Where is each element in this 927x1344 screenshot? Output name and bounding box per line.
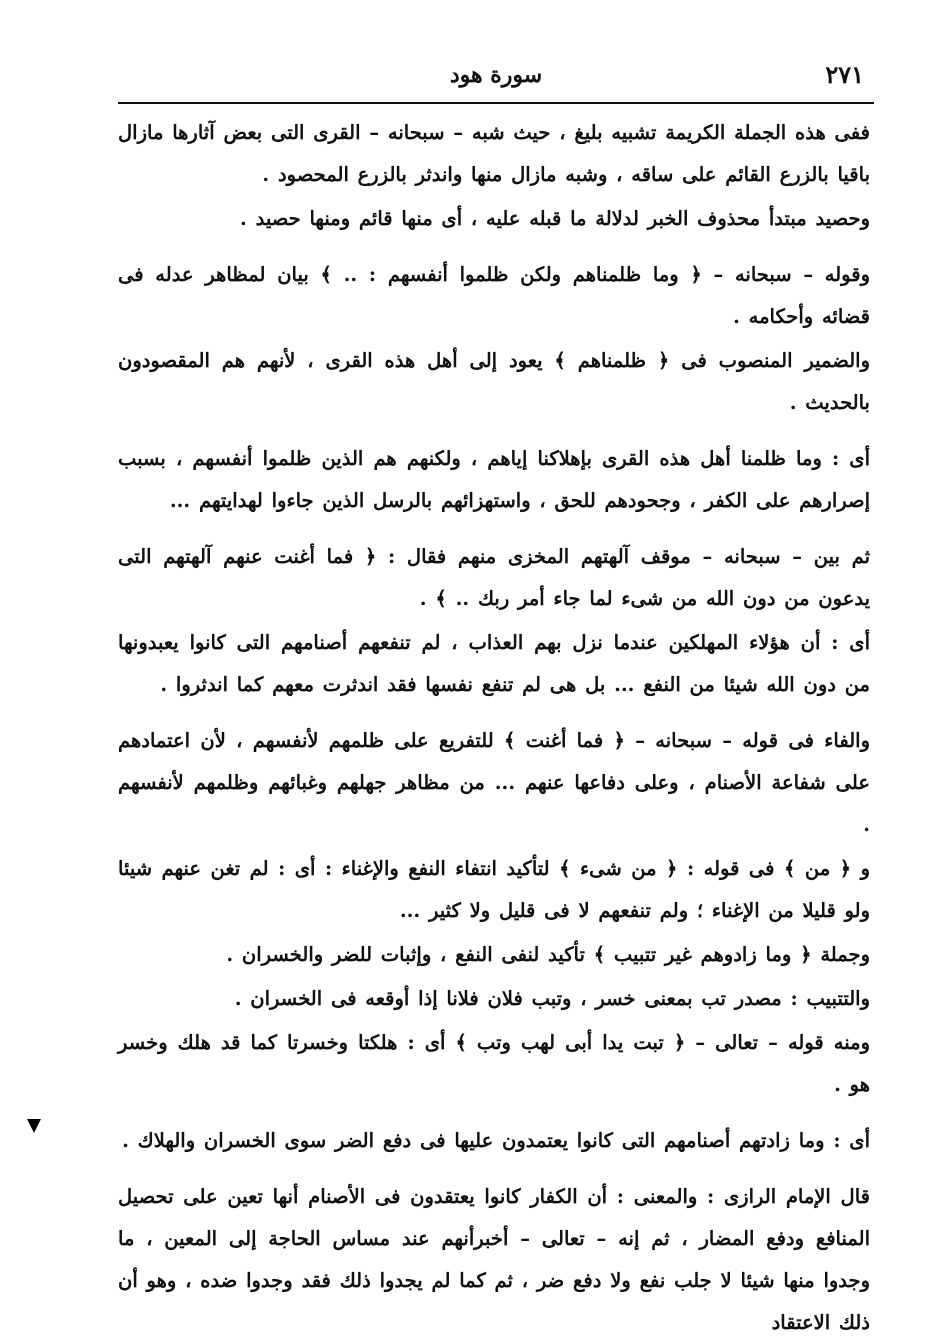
paragraph-9: و ﴿ من ﴾ فى قوله : ﴿ من شىء ﴾ لتأكيد انتفاء النفع والإغناء : أى : لم تغن عنهم شيئا ولو قليلا من الإغناء ؛ ولم تنفعهم لا فى قليل ولا كثير ... bbox=[118, 857, 870, 922]
paragraph-3: وقوله – سبحانه – ﴿ وما ظلمناهم ولكن ظلموا أنفسهم : .. ﴾ بيان لمظاهر عدله فى قضائه وأحكامه . bbox=[118, 263, 870, 328]
paragraph-13: أى : وما زادتهم أصنامهم التى كانوا يعتمدون عليها فى دفع الضر سوى الخسران والهلاك . bbox=[122, 1129, 870, 1152]
page-number: ٢٧١ bbox=[825, 60, 864, 89]
page-body bbox=[118, 104, 870, 1344]
surah-title: سورة هود bbox=[449, 62, 543, 88]
paragraph-2: وحصيد مبتدأ محذوف الخبر لدلالة ما قبله عليه ، أى منها قائم ومنها حصيد . bbox=[240, 207, 870, 230]
book-page bbox=[118, 56, 870, 1334]
paragraph-5: أى : وما ظلمنا أهل هذه القرى بإهلاكنا إياهم ، ولكنهم هم الذين ظلموا أنفسهم ، بسبب إصرارهم على الكفر ، وجحودهم للحق ، واستهزائهم بالرسل الذين جاءوا لهدايتهم ... bbox=[118, 447, 870, 512]
paragraph-4: والضمير المنصوب فى ﴿ ظلمناهم ﴾ يعود إلى أهل هذه القرى ، لأنهم هم المقصودون بالحديث . bbox=[118, 349, 870, 414]
paragraph-14: قال الإمام الرازى : والمعنى : أن الكفار كانوا يعتقدون فى الأصنام أنها تعين على تحصيل المنافع ودفع المضار ، ثم إنه – تعالى – أخبرأنهم عند مساس الحاجة إلى المعين ، ما وجدوا منها شيئا لا جلب نفع ولا دفع ضر ، ثم كما لم يجدوا ذلك فقد وجدوا ضده ، وهو أن ذلك الاعتقاد bbox=[118, 1185, 870, 1334]
paragraph-1: ففى هذه الجملة الكريمة تشبيه بليغ ، حيث شبه – سبحانه – القرى التى بعض آثارها مازال باقيا بالزرع القائم على ساقه ، وشبه مازال منها واندثر بالزرع المحصود . bbox=[118, 121, 870, 186]
paragraph-12: ومنه قوله – تعالى – ﴿ تبت يدا أبى لهب وتب ﴾ أى : هلكتا وخسرتا كما قد هلك وخسر هو . bbox=[118, 1031, 870, 1096]
page-header bbox=[118, 56, 874, 104]
paragraph-8: والفاء فى قوله – سبحانه – ﴿ فما أغنت ﴾ للتفريع على ظلمهم لأنفسهم ، لأن اعتمادهم على شفاعة الأصنام ، وعلى دفاعها عنهم ... من مظاهر جهلهم وغبائهم وظلمهم لأنفسهم . bbox=[118, 729, 870, 836]
paragraph-6: ثم بين – سبحانه – موقف آلهتهم المخزى منهم فقال : ﴿ فما أغنت عنهم آلهتهم التى يدعون من دون الله من شىء لما جاء أمر ربك .. ﴾ . bbox=[118, 545, 870, 610]
paragraph-10: وجملة ﴿ وما زادوهم غير تتبيب ﴾ تأكيد لنفى النفع ، وإثبات للضر والخسران . bbox=[226, 943, 870, 966]
mouse-cursor-icon bbox=[27, 1119, 41, 1133]
paragraph-11: والتتبيب : مصدر تب بمعنى خسر ، وتبب فلان فلانا إذا أوقعه فى الخسران . bbox=[234, 987, 870, 1010]
paragraph-7: أى : أن هؤلاء المهلكين عندما نزل بهم العذاب ، لم تنفعهم أصنامهم التى كانوا يعبدونها من دون الله شيئا من النفع ... بل هى لم تنفع نفسها فقد اندثرت معهم كما اندثروا . bbox=[118, 631, 870, 696]
